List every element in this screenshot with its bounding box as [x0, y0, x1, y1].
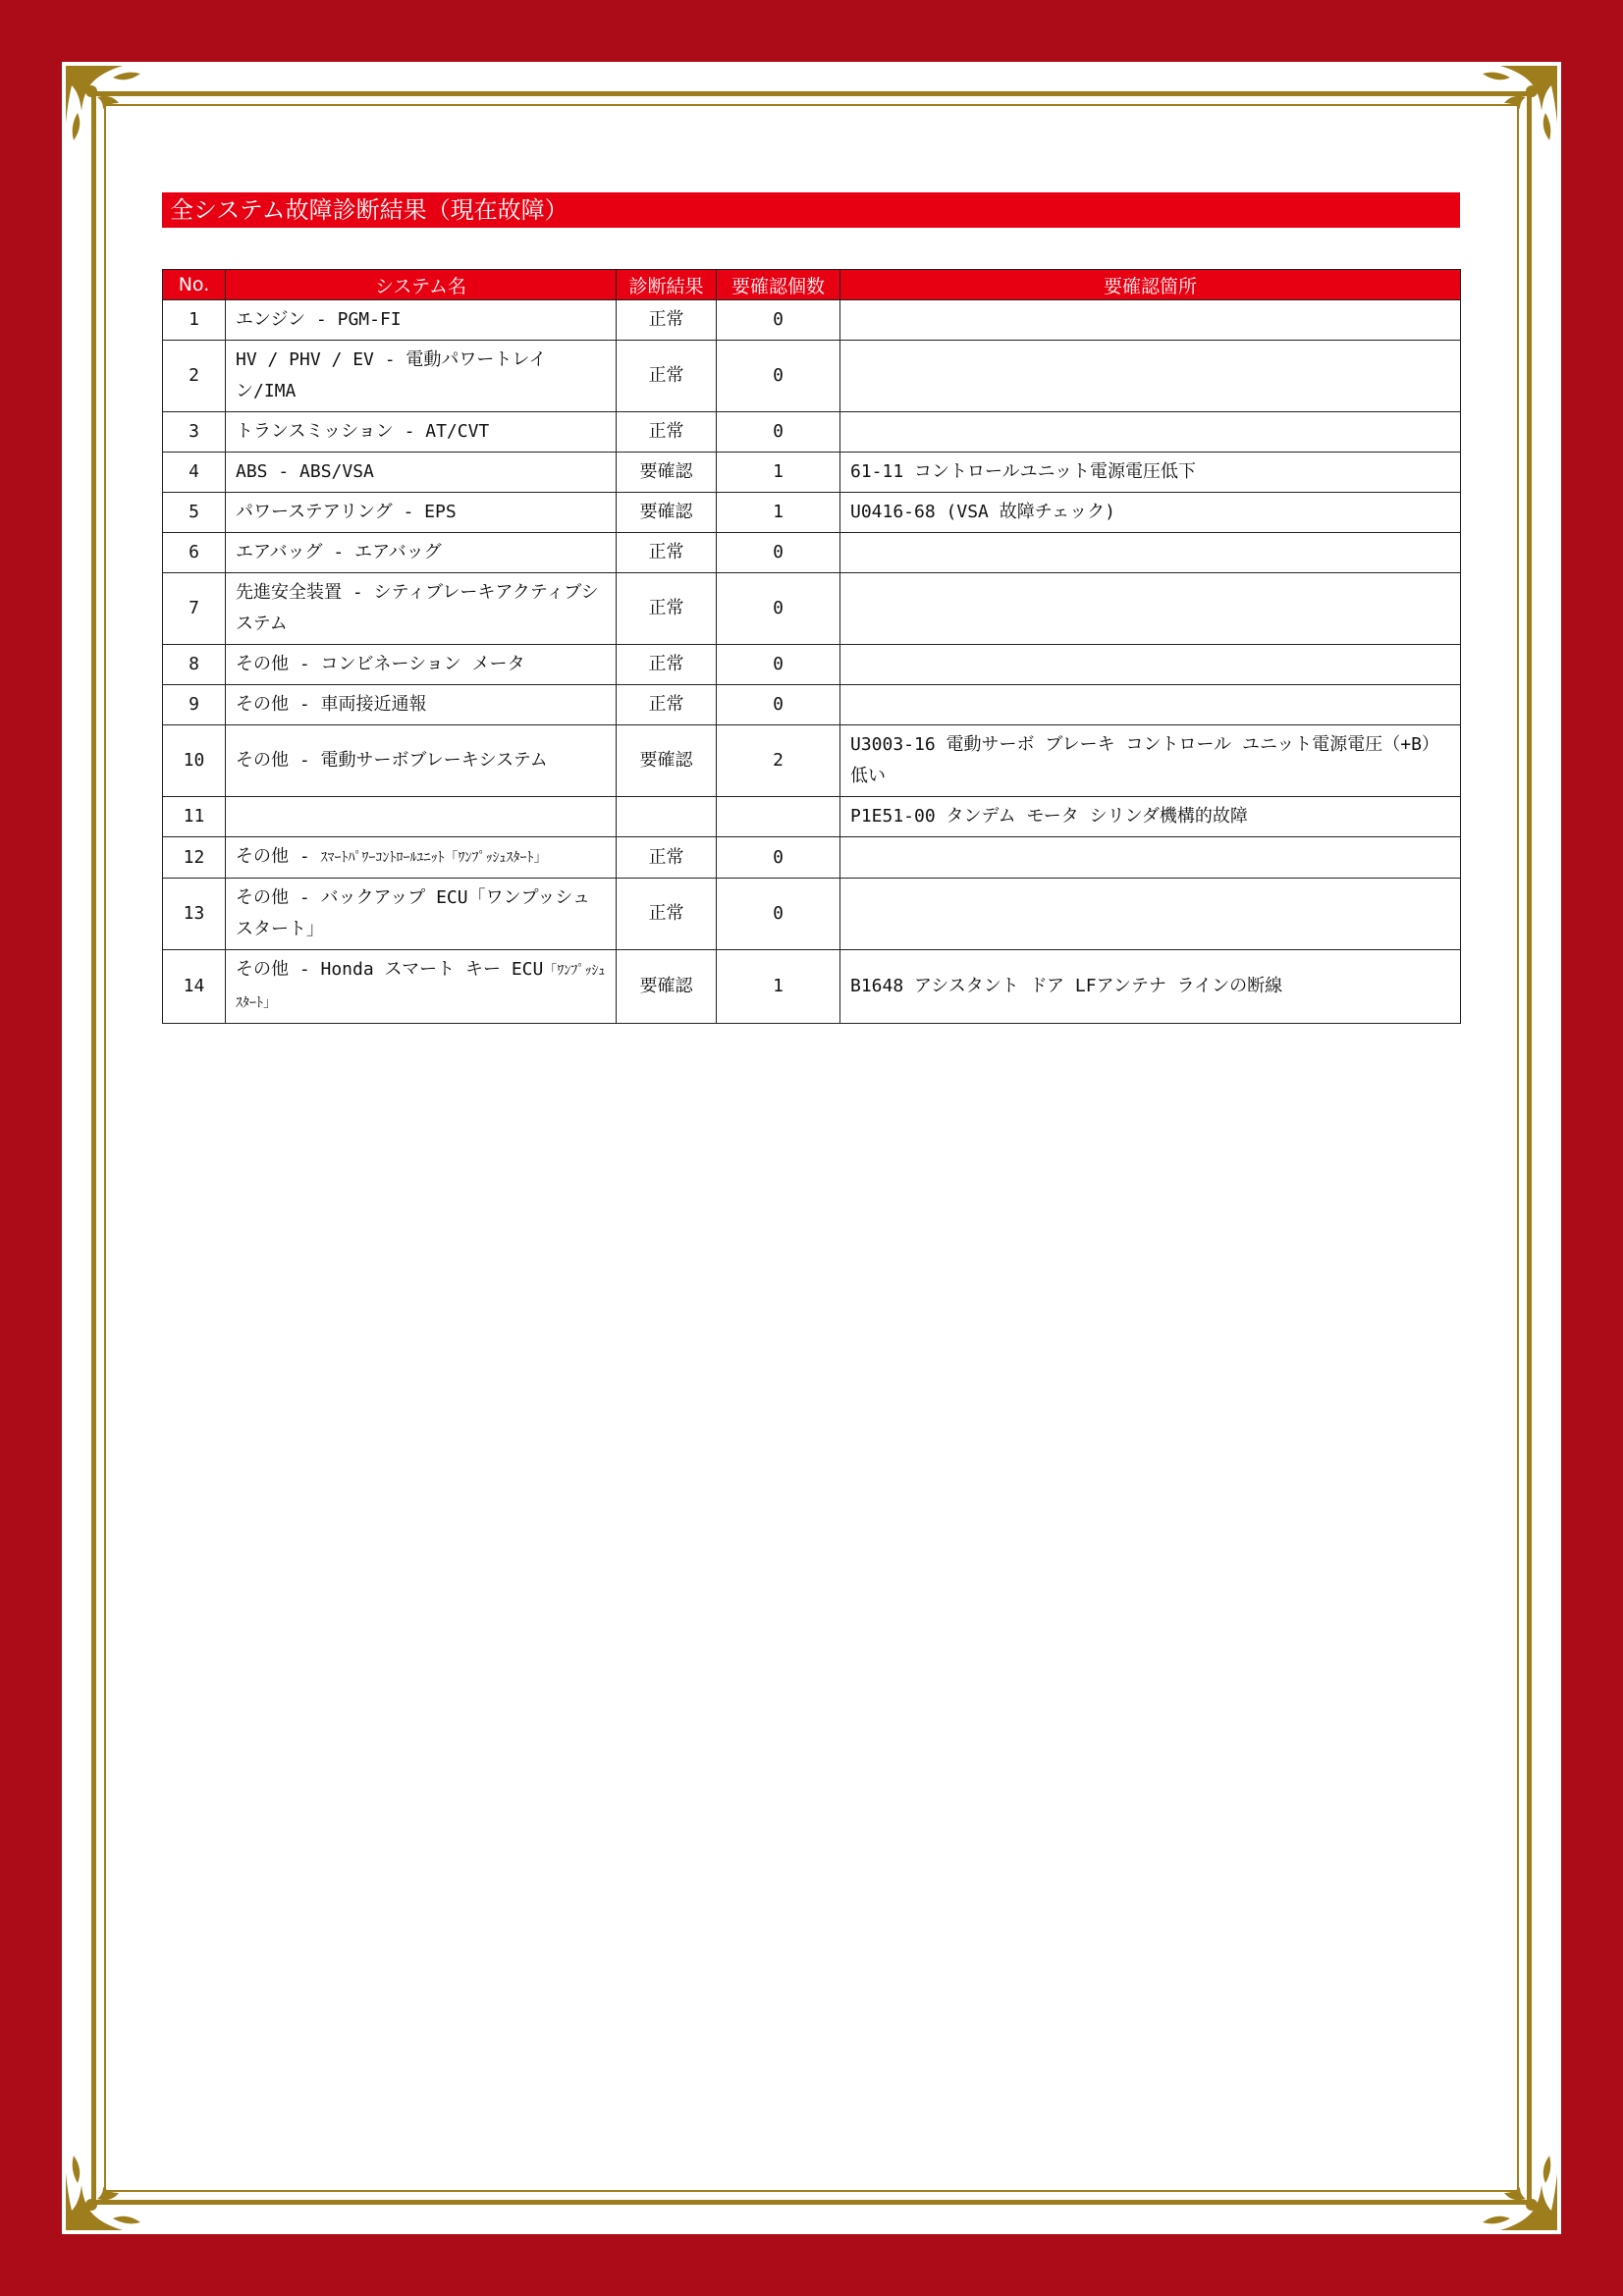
row-count: 0	[717, 573, 840, 645]
table-row	[163, 685, 1461, 725]
row-count: 1	[717, 950, 840, 1024]
row-result: 正常	[617, 300, 717, 341]
row-system-small: 「ﾜﾝﾌﾟｯｼｭｽﾀｰﾄ」	[236, 963, 606, 1011]
corner-ornament-icon	[1471, 64, 1559, 152]
row-system: 先進安全装置 - シティブレーキアクティブシステム	[226, 573, 617, 645]
row-system	[226, 837, 617, 879]
row-count: 0	[717, 879, 840, 950]
row-location: U0416-68 (VSA 故障チェック)	[840, 493, 1461, 533]
page-title: 全システム故障診断結果（現在故障）	[162, 192, 1460, 228]
row-location	[840, 645, 1461, 685]
row-no: 13	[163, 879, 226, 950]
row-system: パワーステアリング - EPS	[226, 493, 617, 533]
row-result: 正常	[617, 533, 717, 573]
table-row	[163, 412, 1461, 453]
report-page	[62, 62, 1561, 2234]
row-no: 14	[163, 950, 226, 1024]
row-count: 0	[717, 645, 840, 685]
row-location	[840, 879, 1461, 950]
row-no: 10	[163, 725, 226, 797]
row-system: エンジン - PGM-FI	[226, 300, 617, 341]
row-location: 61-11 コントロールユニット電源電圧低下	[840, 453, 1461, 493]
table-row	[163, 453, 1461, 493]
table-header-row	[163, 270, 1461, 300]
table-row	[163, 879, 1461, 950]
table-row	[163, 300, 1461, 341]
table-row	[163, 341, 1461, 412]
row-location	[840, 685, 1461, 725]
row-result: 要確認	[617, 453, 717, 493]
row-count: 0	[717, 533, 840, 573]
row-no: 5	[163, 493, 226, 533]
row-location	[840, 573, 1461, 645]
row-system: その他 - バックアップ ECU「ワンプッシュスタート」	[226, 879, 617, 950]
header-system: システム名	[226, 270, 617, 300]
table-row	[163, 493, 1461, 533]
row-no: 2	[163, 341, 226, 412]
row-system: ABS - ABS/VSA	[226, 453, 617, 493]
table-row	[163, 725, 1461, 797]
row-count: 2	[717, 725, 840, 797]
corner-ornament-icon	[1471, 2144, 1559, 2232]
row-location	[840, 341, 1461, 412]
row-no: 7	[163, 573, 226, 645]
corner-ornament-icon	[64, 64, 152, 152]
row-result	[617, 797, 717, 837]
row-no: 1	[163, 300, 226, 341]
table-row	[163, 533, 1461, 573]
row-result: 正常	[617, 837, 717, 879]
row-location: P1E51-00 タンデム モータ シリンダ機構的故障	[840, 797, 1461, 837]
row-location	[840, 412, 1461, 453]
row-result: 正常	[617, 412, 717, 453]
row-count: 0	[717, 685, 840, 725]
row-location	[840, 533, 1461, 573]
row-result: 要確認	[617, 950, 717, 1024]
row-location: U3003-16 電動サーボ ブレーキ コントロール ユニット電源電圧（+B）低い	[840, 725, 1461, 797]
header-count: 要確認個数	[717, 270, 840, 300]
row-result: 要確認	[617, 493, 717, 533]
row-system-small: ｽﾏｰﾄﾊﾟﾜｰｺﾝﾄﾛｰﾙﾕﾆｯﾄ「ﾜﾝﾌﾟｯｼｭｽﾀｰﾄ」	[320, 850, 548, 866]
table-row	[163, 950, 1461, 1024]
row-no: 8	[163, 645, 226, 685]
row-count: 0	[717, 412, 840, 453]
row-no: 12	[163, 837, 226, 879]
row-result: 正常	[617, 645, 717, 685]
table-row	[163, 837, 1461, 879]
row-location	[840, 300, 1461, 341]
row-result: 正常	[617, 573, 717, 645]
row-result: 正常	[617, 879, 717, 950]
row-location	[840, 837, 1461, 879]
header-result: 診断結果	[617, 270, 717, 300]
row-no: 4	[163, 453, 226, 493]
row-system-prefix: その他 - Honda スマート キー ECU	[236, 959, 544, 980]
row-no: 6	[163, 533, 226, 573]
row-system: その他 - コンビネーション メータ	[226, 645, 617, 685]
row-system: トランスミッション - AT/CVT	[226, 412, 617, 453]
row-no: 3	[163, 412, 226, 453]
row-system	[226, 950, 617, 1024]
table-row	[163, 797, 1461, 837]
row-system: その他 - 車両接近通報	[226, 685, 617, 725]
row-count: 0	[717, 837, 840, 879]
row-system: その他 - 電動サーボブレーキシステム	[226, 725, 617, 797]
table-row	[163, 573, 1461, 645]
row-no: 11	[163, 797, 226, 837]
row-result: 要確認	[617, 725, 717, 797]
row-system: HV / PHV / EV - 電動パワートレイン/IMA	[226, 341, 617, 412]
row-location: B1648 アシスタント ドア LFアンテナ ラインの断線	[840, 950, 1461, 1024]
row-no: 9	[163, 685, 226, 725]
row-count: 1	[717, 453, 840, 493]
row-count: 0	[717, 300, 840, 341]
row-count: 0	[717, 341, 840, 412]
row-count	[717, 797, 840, 837]
row-system	[226, 797, 617, 837]
row-system-prefix: その他 -	[236, 846, 321, 867]
diagnosis-table	[162, 269, 1461, 1024]
table-row	[163, 645, 1461, 685]
header-location: 要確認箇所	[840, 270, 1461, 300]
row-count: 1	[717, 493, 840, 533]
corner-ornament-icon	[64, 2144, 152, 2232]
header-no: No.	[163, 270, 226, 300]
row-system: エアバッグ - エアバッグ	[226, 533, 617, 573]
row-result: 正常	[617, 685, 717, 725]
row-result: 正常	[617, 341, 717, 412]
